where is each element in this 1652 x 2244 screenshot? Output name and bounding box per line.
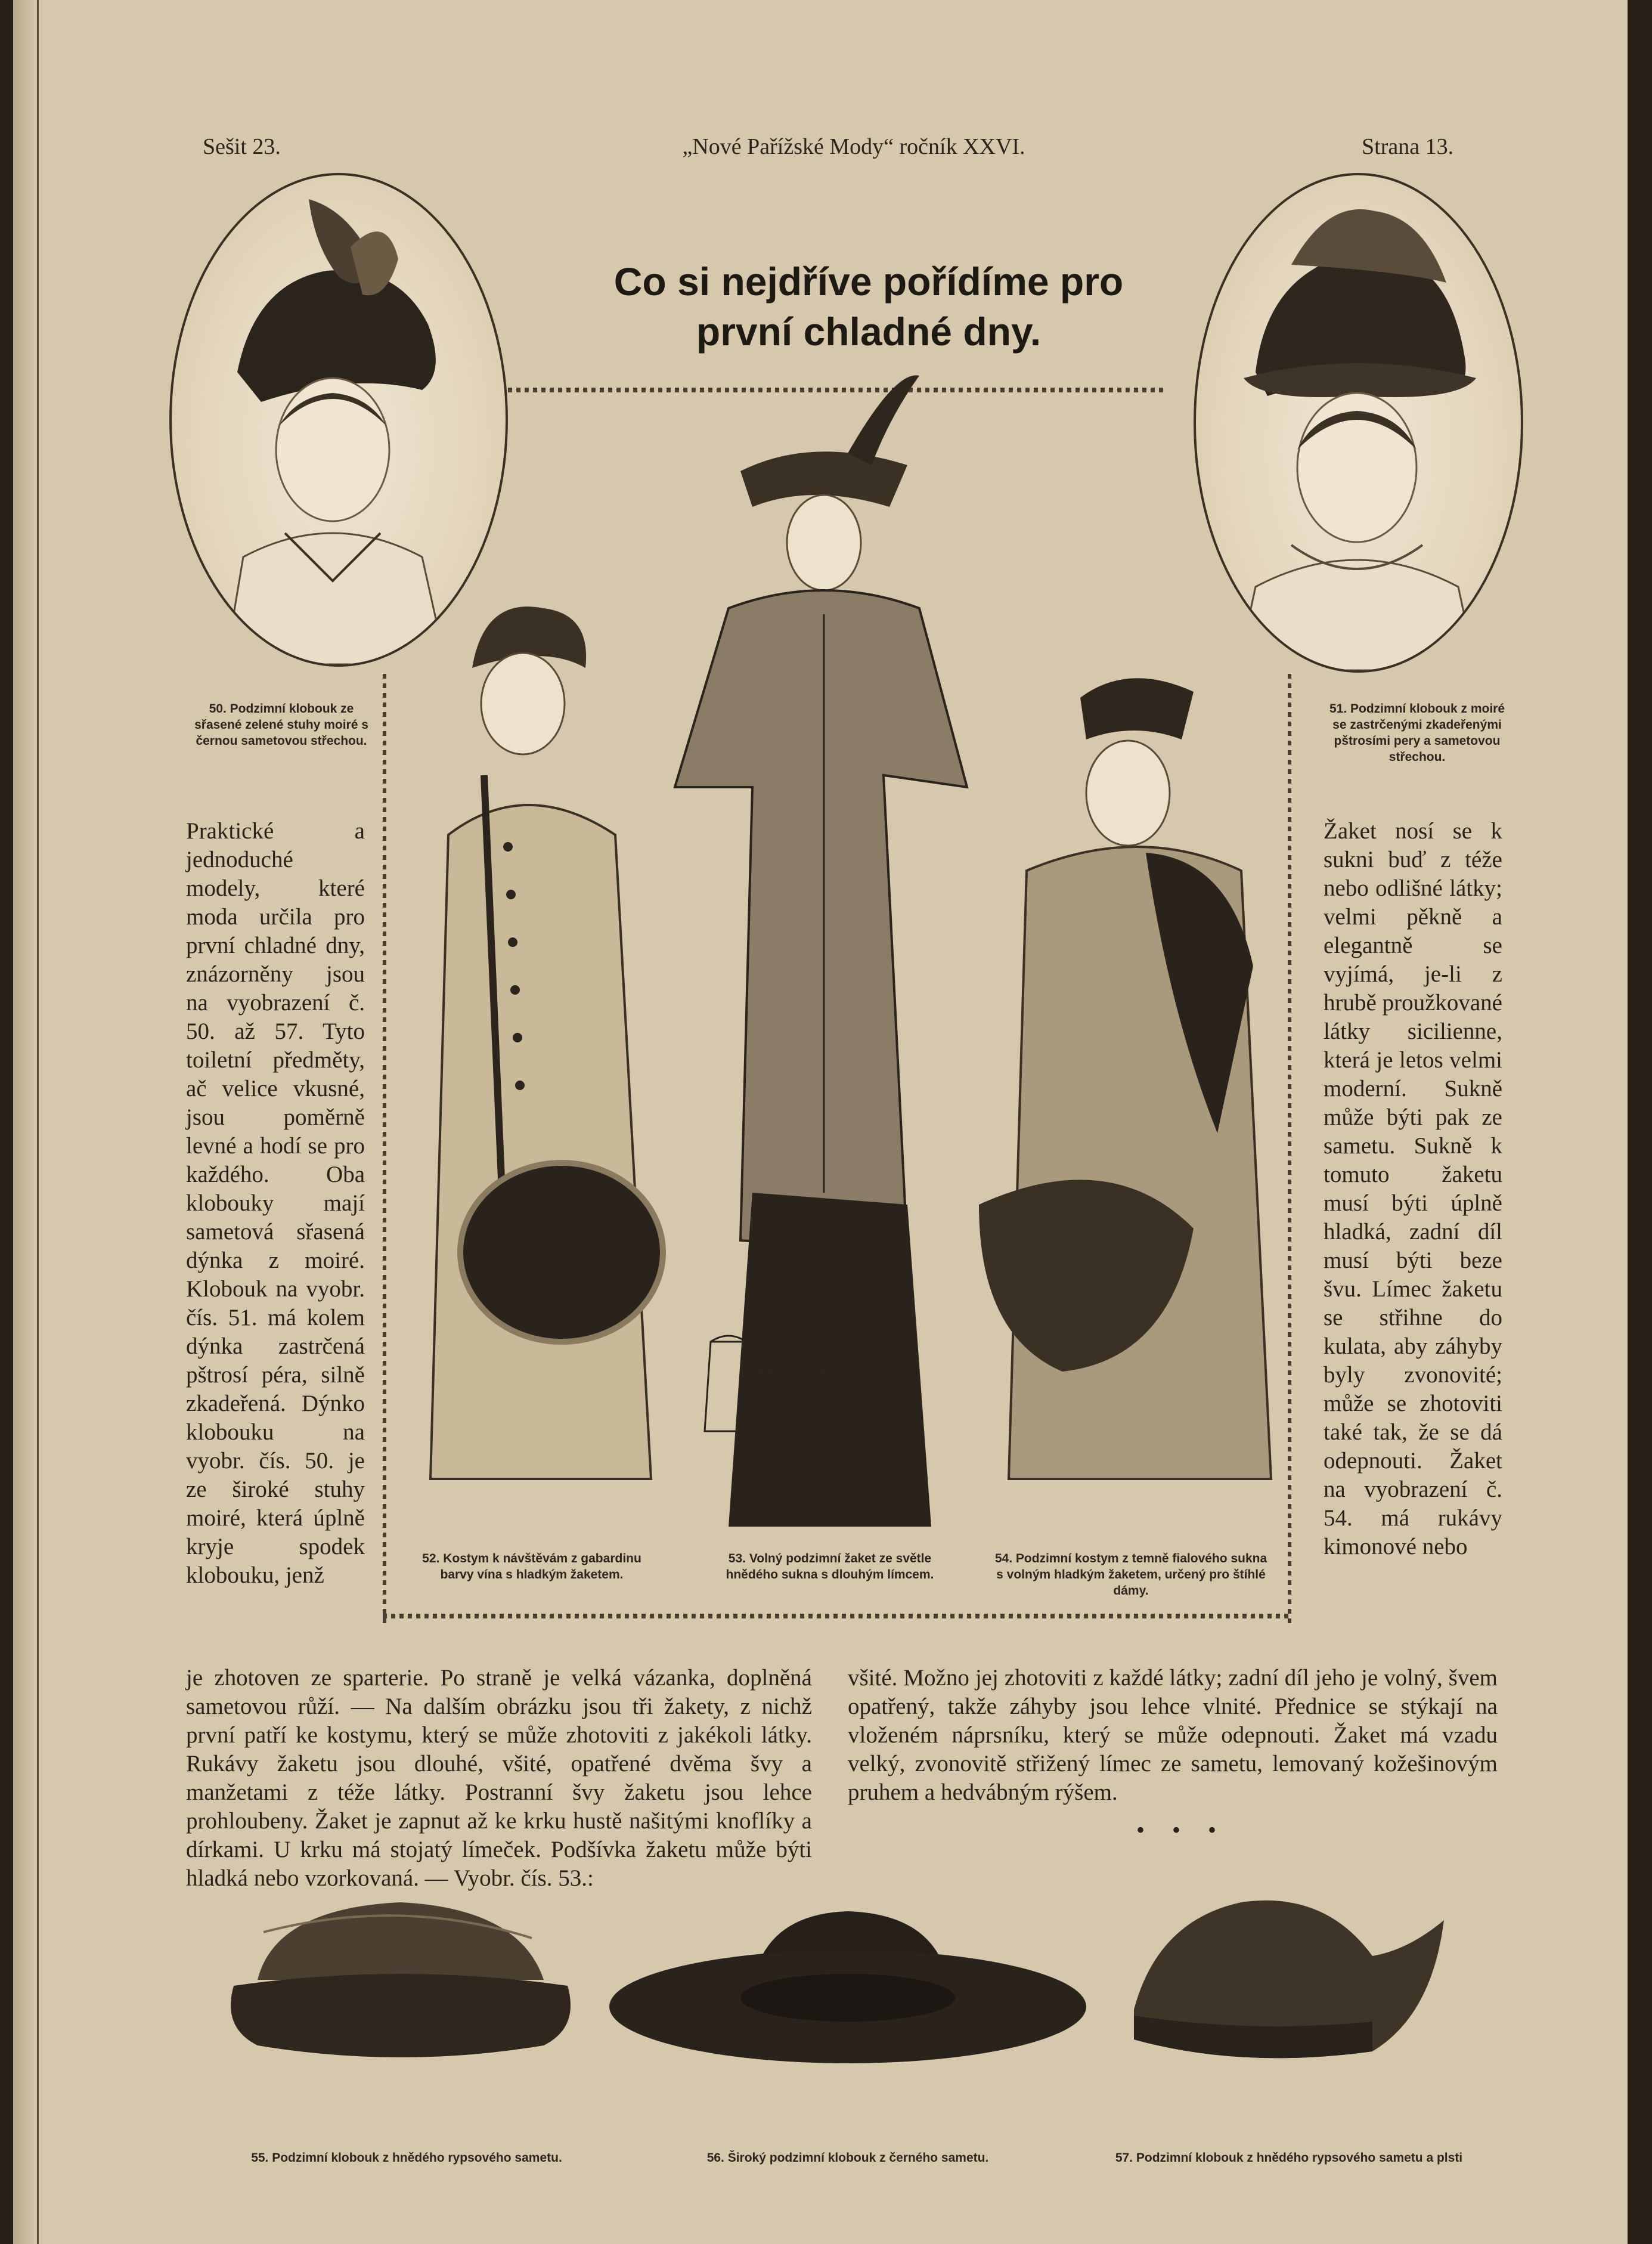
- fig56-hat-drawing: [603, 1902, 1092, 2075]
- bottom-left-text: je zhotoven ze sparterie. Po straně je velká vázanka, doplněná sametovou růží. — Na dalším obrázku jsou tři žakety, z nichž první patří ke kostymu, který se může zhotoviti z jakékoli látky. Rukávy žaketu jsou dlouhé, všité, opatřené dvěma švy a manžetami z téže látky. Postranní švy žaketu jsou lehce prohloubeny. Žaket je zapnut až ke krku hustě našitými knoflíky a dírkami. U krku má stojatý límeček. Podšívka žaketu může býti hladká nebo vzorkovaná. — Vyobr. čís. 53.:: [186, 1665, 812, 1891]
- bottom-right-text: všité. Možno jej zhotoviti z každé látky; zadní díl jeho je volný, švem opatřený, takže záhyby jsou lehce vlnité. Přednice se stýkají na vloženém náprsníku, který se může odepnouti. Žaket má vzadu velký, zvonovitě střižený límec ze sametu, lemovaný kožešinovým pruhem a hedvábným rýšem.: [848, 1665, 1498, 1805]
- figures-52-54-illustration: [395, 358, 1289, 1539]
- fig54-caption: 54. Podzimní kostym z temně fialového sukna s volným hladkým žaketem, určený pro štíhlé dámy.: [994, 1552, 1267, 1598]
- fig51-caption: 51. Podzimní klobouk z moiré se zastrčenými zkadeřenými pštrosími pery a sametovou střechou.: [1329, 702, 1505, 764]
- fig53-caption: 53. Volný podzimní žaket ze světle hnědého sukna s dlouhým límcem.: [726, 1552, 934, 1581]
- article-title: [526, 256, 1211, 357]
- section-ornament: • • •: [1136, 1816, 1227, 1843]
- page-binding-edge: [13, 0, 39, 2244]
- article-title-line-2: první chladné dny.: [696, 309, 1042, 354]
- fig50-caption: 50. Podzimní klobouk ze sřasené zelené stuhy moiré s černou sametovou střechou.: [194, 702, 368, 748]
- page-number: Strana 13.: [1362, 134, 1454, 159]
- right-column-text: Žaket nosí se k sukni buď z téže nebo odlišné látky; velmi pěkně a elegantně se vyjímá, je-li z hrubě proužkované látky sicilienne, která je letos velmi moderní. Sukně může býti pak ze sametu. Sukně k tomuto žaketu musí býti úplně hladká, zadní díl musí býti beze švu. Límec žaketu se střihne do kulata, aby záhyby byly zvonovité; může se zhotoviti také tak, že se dá odepnouti. Žaket na vyobrazení č. 54. má rukávy kimonové nebo: [1324, 818, 1502, 1559]
- fig52-caption: 52. Kostym k návštěvám z gabardinu barvy vína s hladkým žaketem.: [422, 1552, 641, 1581]
- fig54-woman-fur-coat-drawing: [979, 678, 1271, 1479]
- fig52-woman-suit-drawing: [430, 606, 663, 1479]
- magazine-title: „Nové Pařížské Mody“ ročník XXVI.: [682, 134, 1025, 159]
- figure-bottom-dotted-rule: [383, 1614, 1291, 1618]
- fig57-caption: 57. Podzimní klobouk z hnědého rypsového sametu a plsti: [1115, 2151, 1463, 2165]
- left-column-text: Praktické a jednoduché modely, které moda určila pro první chladné dny, znázorněny jsou na vyobrazení č. 50. až 57. Tyto toiletní předměty, ač velice vkusné, jsou poměrně levné a hodí se pro každého. Oba klobouky mají sametová sřasená dýnka z moiré. Klobouk na vyobr. čís. 51. má kolem dýnka zastrčená pštrosí péra, silně zkadeřená. Dýnko klobouku na vyobr. čís. 50. je ze široké stuhy moiré, která úplně kryje spodek klobouku, jenž: [186, 818, 365, 1588]
- fig55-caption: 55. Podzimní klobouk z hnědého rypsového sametu.: [251, 2151, 562, 2165]
- left-column-separator: [383, 674, 386, 1628]
- article-title-line-1: Co si nejdříve pořídíme pro: [613, 259, 1124, 304]
- issue-number: Sešit 23.: [203, 134, 281, 159]
- magazine-page: [13, 0, 1628, 2244]
- fig55-hat-drawing: [210, 1896, 591, 2075]
- fig56-caption: 56. Široký podzimní klobouk z černého sametu.: [706, 2151, 989, 2165]
- fig57-hat-drawing: [1122, 1884, 1456, 2063]
